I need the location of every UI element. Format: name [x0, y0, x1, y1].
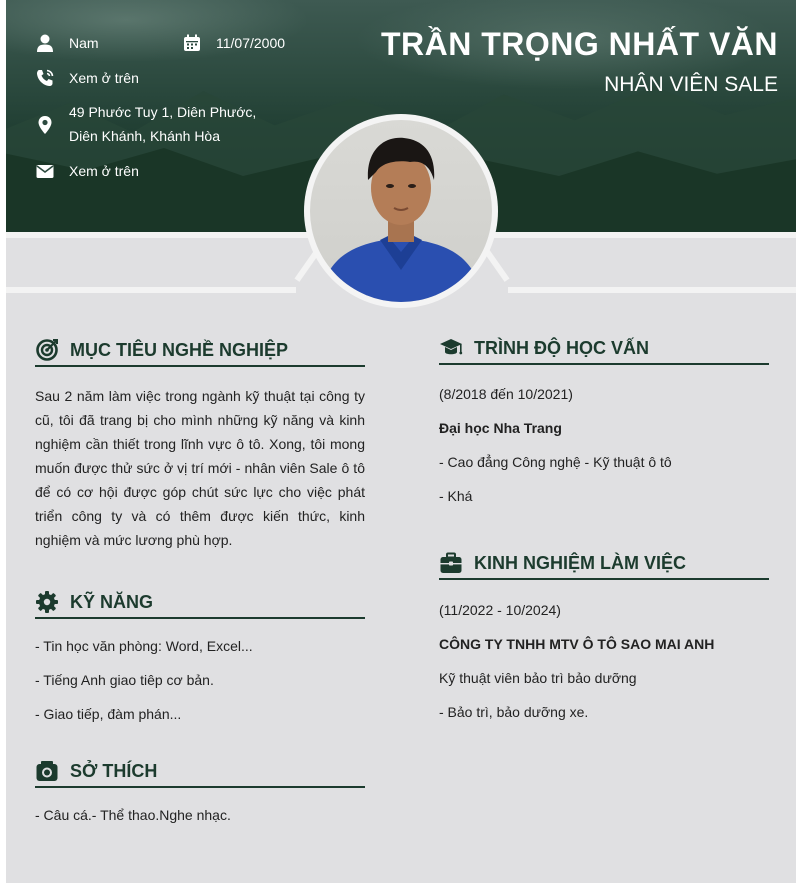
birthday-value: 11/07/2000 — [216, 35, 286, 51]
education-heading — [439, 336, 649, 360]
profile-photo — [310, 120, 492, 302]
phone-icon — [35, 68, 55, 88]
education-grade: - Khá — [439, 488, 473, 504]
user-icon — [35, 33, 55, 53]
hobbies-heading — [35, 759, 157, 783]
education-title: TRÌNH ĐỘ HỌC VẤN — [474, 337, 649, 358]
objective-text: Sau 2 năm làm việc trong ngành kỹ thuật tại công ty cũ, tôi đã trang bị cho mình những kỹ năng và kinh nghiệm cần thiết trong lĩnh vực ô tô. Xong, tôi mong muốn được thử sức ở vị trí mới - nhân viên Sale ô tô để có cơ hội được góp chút sức lực cho việc phát triển công ty và có thêm được kiến thức, kinh nghiệm và mức lương phù hợp. — [35, 388, 365, 548]
skill-item: - Giao tiếp, đàm phán... — [35, 706, 182, 722]
skills-rule — [35, 617, 365, 619]
objective-rule — [35, 365, 365, 367]
experience-heading — [439, 551, 686, 575]
phone-value: Xem ở trên — [69, 70, 139, 86]
envelope-icon — [35, 161, 55, 181]
contact-address — [35, 100, 285, 148]
gender-value: Nam — [69, 35, 99, 51]
skill-item: - Tiếng Anh giao tiêp cơ bản. — [35, 672, 214, 688]
target-icon — [35, 338, 59, 362]
experience-duty: - Bảo trì, bảo dưỡng xe. — [439, 704, 589, 720]
education-school: Đại học Nha Trang — [439, 420, 562, 436]
briefcase-icon — [439, 551, 463, 575]
contact-phone — [35, 66, 139, 90]
camera-icon — [35, 759, 59, 783]
skills-heading — [35, 590, 153, 614]
experience-rule — [439, 578, 769, 580]
experience-company: CÔNG TY TNHH MTV Ô TÔ SAO MAI ANH — [439, 636, 715, 652]
contact-gender — [35, 31, 99, 55]
address-value: 49 Phước Tuy 1, Diên Phước, Diên Khánh, Khánh Hòa — [69, 104, 257, 144]
skill-item: - Tin học văn phòng: Word, Excel... — [35, 638, 253, 654]
map-pin-icon — [35, 115, 55, 135]
education-rule — [439, 363, 769, 365]
objective-heading — [35, 338, 288, 362]
portrait-illustration — [310, 120, 492, 302]
contact-email — [35, 159, 139, 183]
candidate-role: NHÂN VIÊN SALE — [604, 73, 778, 96]
hobbies-rule — [35, 786, 365, 788]
experience-title: KINH NGHIỆM LÀM VIỆC — [474, 552, 687, 573]
skills-title: KỸ NĂNG — [70, 591, 154, 612]
education-major: - Cao đẳng Công nghệ - Kỹ thuật ô tô — [439, 454, 672, 470]
graduation-cap-icon — [439, 336, 463, 360]
cv-page — [6, 0, 796, 883]
gear-icon — [35, 590, 59, 614]
divider-line-left — [6, 287, 296, 293]
calendar-icon — [182, 33, 202, 53]
hobbies-text: - Câu cá.- Thể thao.Nghe nhạc. — [35, 807, 231, 823]
divider-line-right — [508, 287, 796, 293]
email-value: Xem ở trên — [69, 163, 139, 179]
contact-birthday — [182, 31, 285, 55]
candidate-name: TRẦN TRỌNG NHẤT VĂN — [380, 26, 778, 62]
experience-position: Kỹ thuật viên bảo trì bảo dưỡng — [439, 670, 637, 686]
experience-period: (11/2022 - 10/2024) — [439, 602, 561, 618]
objective-title: MỤC TIÊU NGHỀ NGHIỆP — [70, 339, 289, 360]
profile-photo-frame — [304, 114, 498, 308]
education-period: (8/2018 đến 10/2021) — [439, 386, 573, 402]
hobbies-title: SỞ THÍCH — [70, 760, 158, 781]
